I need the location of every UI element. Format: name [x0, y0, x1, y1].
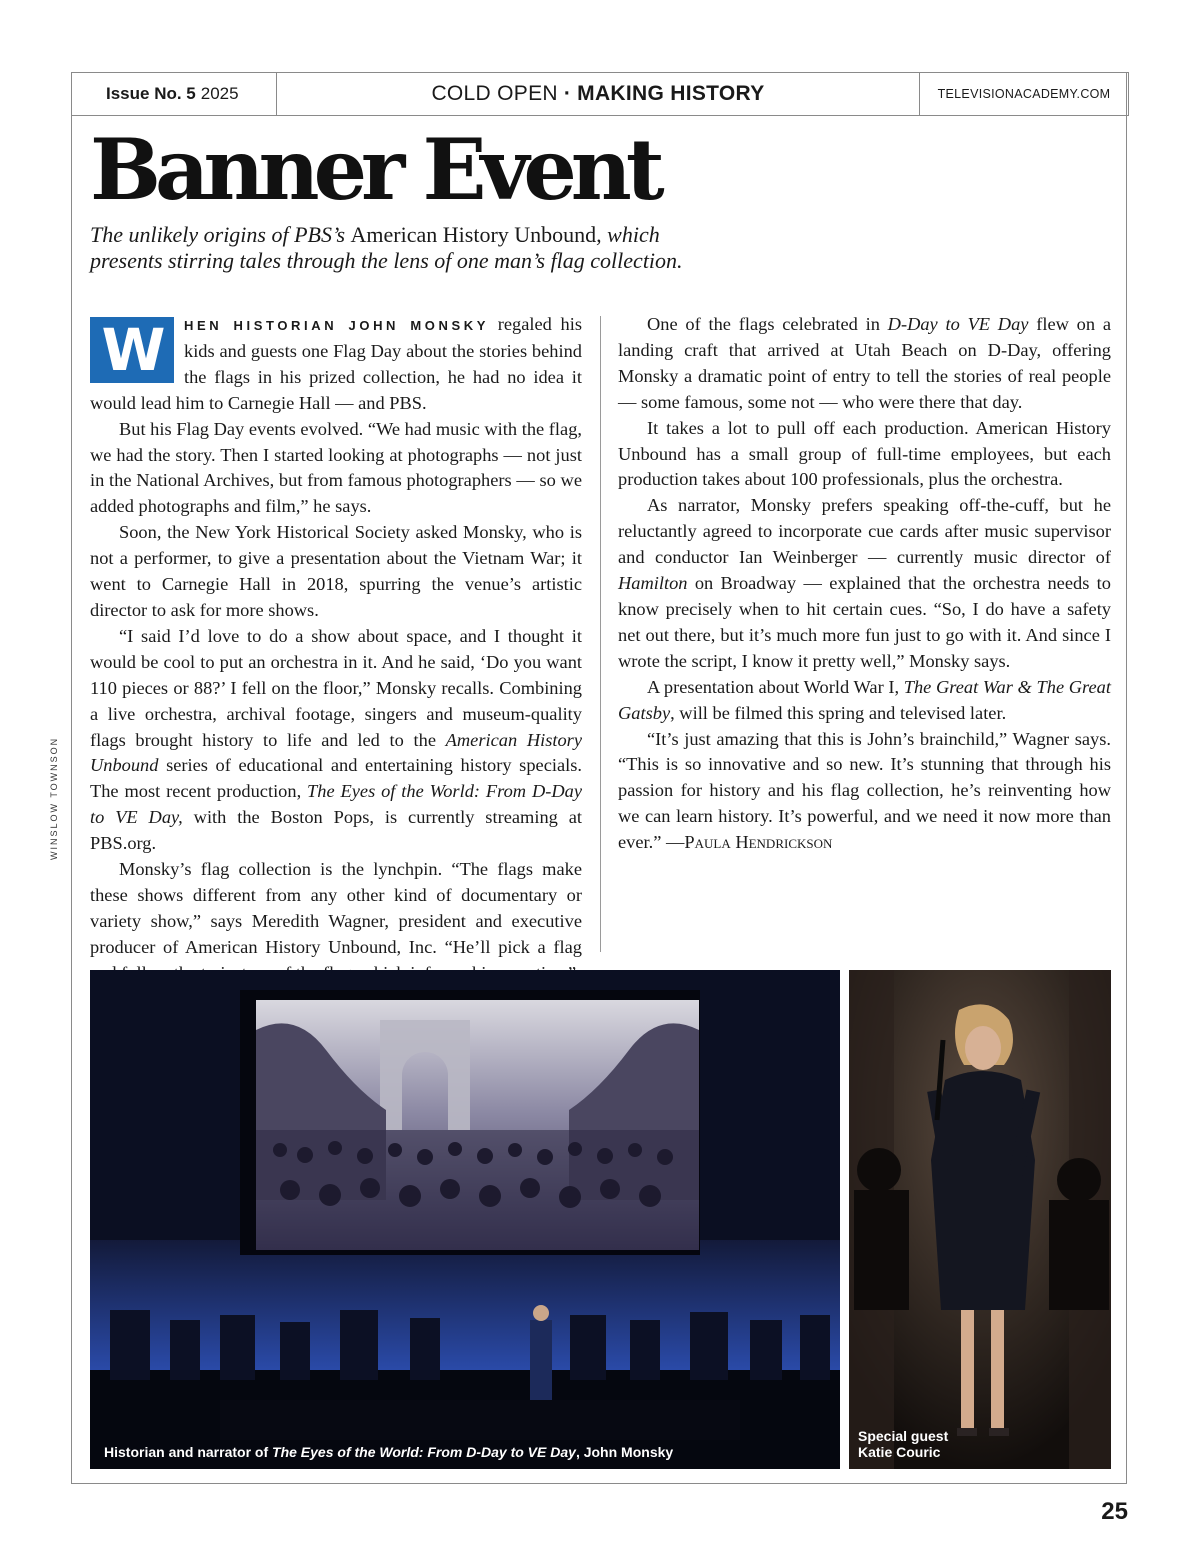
paragraph-2: But his Flag Day events evolved. “We had music with the flag, we had the story. Then I started looking at photographs — not just in the National Archives, but from famous photographers — so we added photographs and film,” he says.	[90, 418, 582, 517]
site-url[interactable]: TELEVISIONACADEMY.COM	[919, 73, 1128, 115]
main-photo-caption: Historian and narrator of The Eyes of the World: From D-Day to VE Day, John Monsky	[104, 1444, 674, 1460]
issue-year: 2025	[200, 84, 239, 103]
page-number: 25	[1101, 1498, 1128, 1525]
paragraph-9: A presentation about World War I, The Great War & The Great Gatsby, will be filmed this spring and televised later.	[618, 676, 1111, 723]
guest-photo	[849, 970, 1111, 1469]
section-name: COLD OPEN	[431, 82, 558, 105]
section-separator: ·	[563, 82, 572, 105]
paragraph-8: As narrator, Monsky prefers speaking off-the-cuff, but he reluctantly agreed to incorporate cue cards after music supervisor and conductor Ian Weinberger — currently music director of Hamilton on Broadway — explained that the orchestra needs to know precisely when to hit certain cues. “So, I do have a safety net out there, but it’s much more fun just to go with it. And since I wrote the script, I know it pretty well,” Monsky says.	[618, 495, 1111, 671]
article-dek: The unlikely origins of PBS’s American History Unbound, which presents stirring tales through the lens of one man’s flag collection.	[90, 222, 683, 273]
article-column-1	[90, 312, 582, 987]
section-label	[277, 73, 919, 115]
guest-photo-illustration	[849, 970, 1111, 1469]
paragraph-4: “I said I’d love to do a show about space, and I thought it would be cool to put an orchestra in it. And he said, ‘Do you want 110 pieces or 88?’ I fell on the floor,” Monsky recalls. Combining a live orchestra, archival footage, singers and museum-quality flags brought history to life and led to the American History Unbound series of educational and entertaining history specials. The most recent production, The Eyes of the World: From D-Day to VE Day, with the Boston Pops, is currently streaming at PBS.org.	[90, 625, 582, 854]
article-column-2	[618, 312, 1111, 856]
paragraph-1: W HEN HISTORIAN JOHN MONSKY regaled his kids and guests one Flag Day about the stories behind the flags in his prized collection, he had no idea it would lead him to Carnegie Hall — and PBS.	[90, 314, 582, 413]
lead-in: HEN HISTORIAN JOHN MONSKY	[184, 318, 490, 333]
issue-label	[72, 73, 277, 115]
photo-credit: WINSLOW TOWNSON	[49, 736, 59, 860]
concert-photo	[90, 970, 840, 1469]
paragraph-6: One of the flags celebrated in D-Day to VE Day flew on a landing craft that arrived at Utah Beach on D-Day, offering Monsky a dramatic point of entry to tell the stories of real people — some famous, some not — who were there that day.	[618, 314, 1112, 412]
paragraph-5: Monsky’s flag collection is the lynchpin. “The flags make these shows different from any other kind of documentary or variety show,” says Meredith Wagner, president and executive producer of American History Unbound, Inc. “He’ll pick a flag	[90, 859, 582, 957]
section-subname: MAKING HISTORY	[577, 82, 765, 105]
column-divider	[600, 316, 601, 952]
article-title: Banner Event	[90, 120, 659, 219]
paragraph-7: It takes a lot to pull off each production. American History Unbound has a small group of full-time employees, but each production takes about 100 professionals, plus the orchestra.	[618, 417, 1111, 490]
masthead-bar	[71, 72, 1129, 116]
concert-photo-illustration	[90, 970, 840, 1469]
drop-cap: W	[90, 317, 174, 383]
byline: Paula Hendrickson	[684, 832, 833, 853]
issue-number: Issue No. 5	[106, 84, 196, 103]
paragraph-3: Soon, the New York Historical Society asked Monsky, who is not a performer, to give a presentation about the Vietnam War; it went to Carnegie Hall in 2018, spurring the venue’s artistic director to ask for more shows.	[90, 522, 582, 620]
guest-photo-caption: Special guest Katie Couric	[858, 1428, 949, 1460]
paragraph-10: “It’s just amazing that this is John’s brainchild,” Wagner says. “This is so innovative and so new. It’s stunning that through his passion for history and his flag collection, he’s reinventing how we can learn history. It’s powerful, and we need it now more than ever.” —Paula Hendrickson	[618, 728, 1111, 853]
